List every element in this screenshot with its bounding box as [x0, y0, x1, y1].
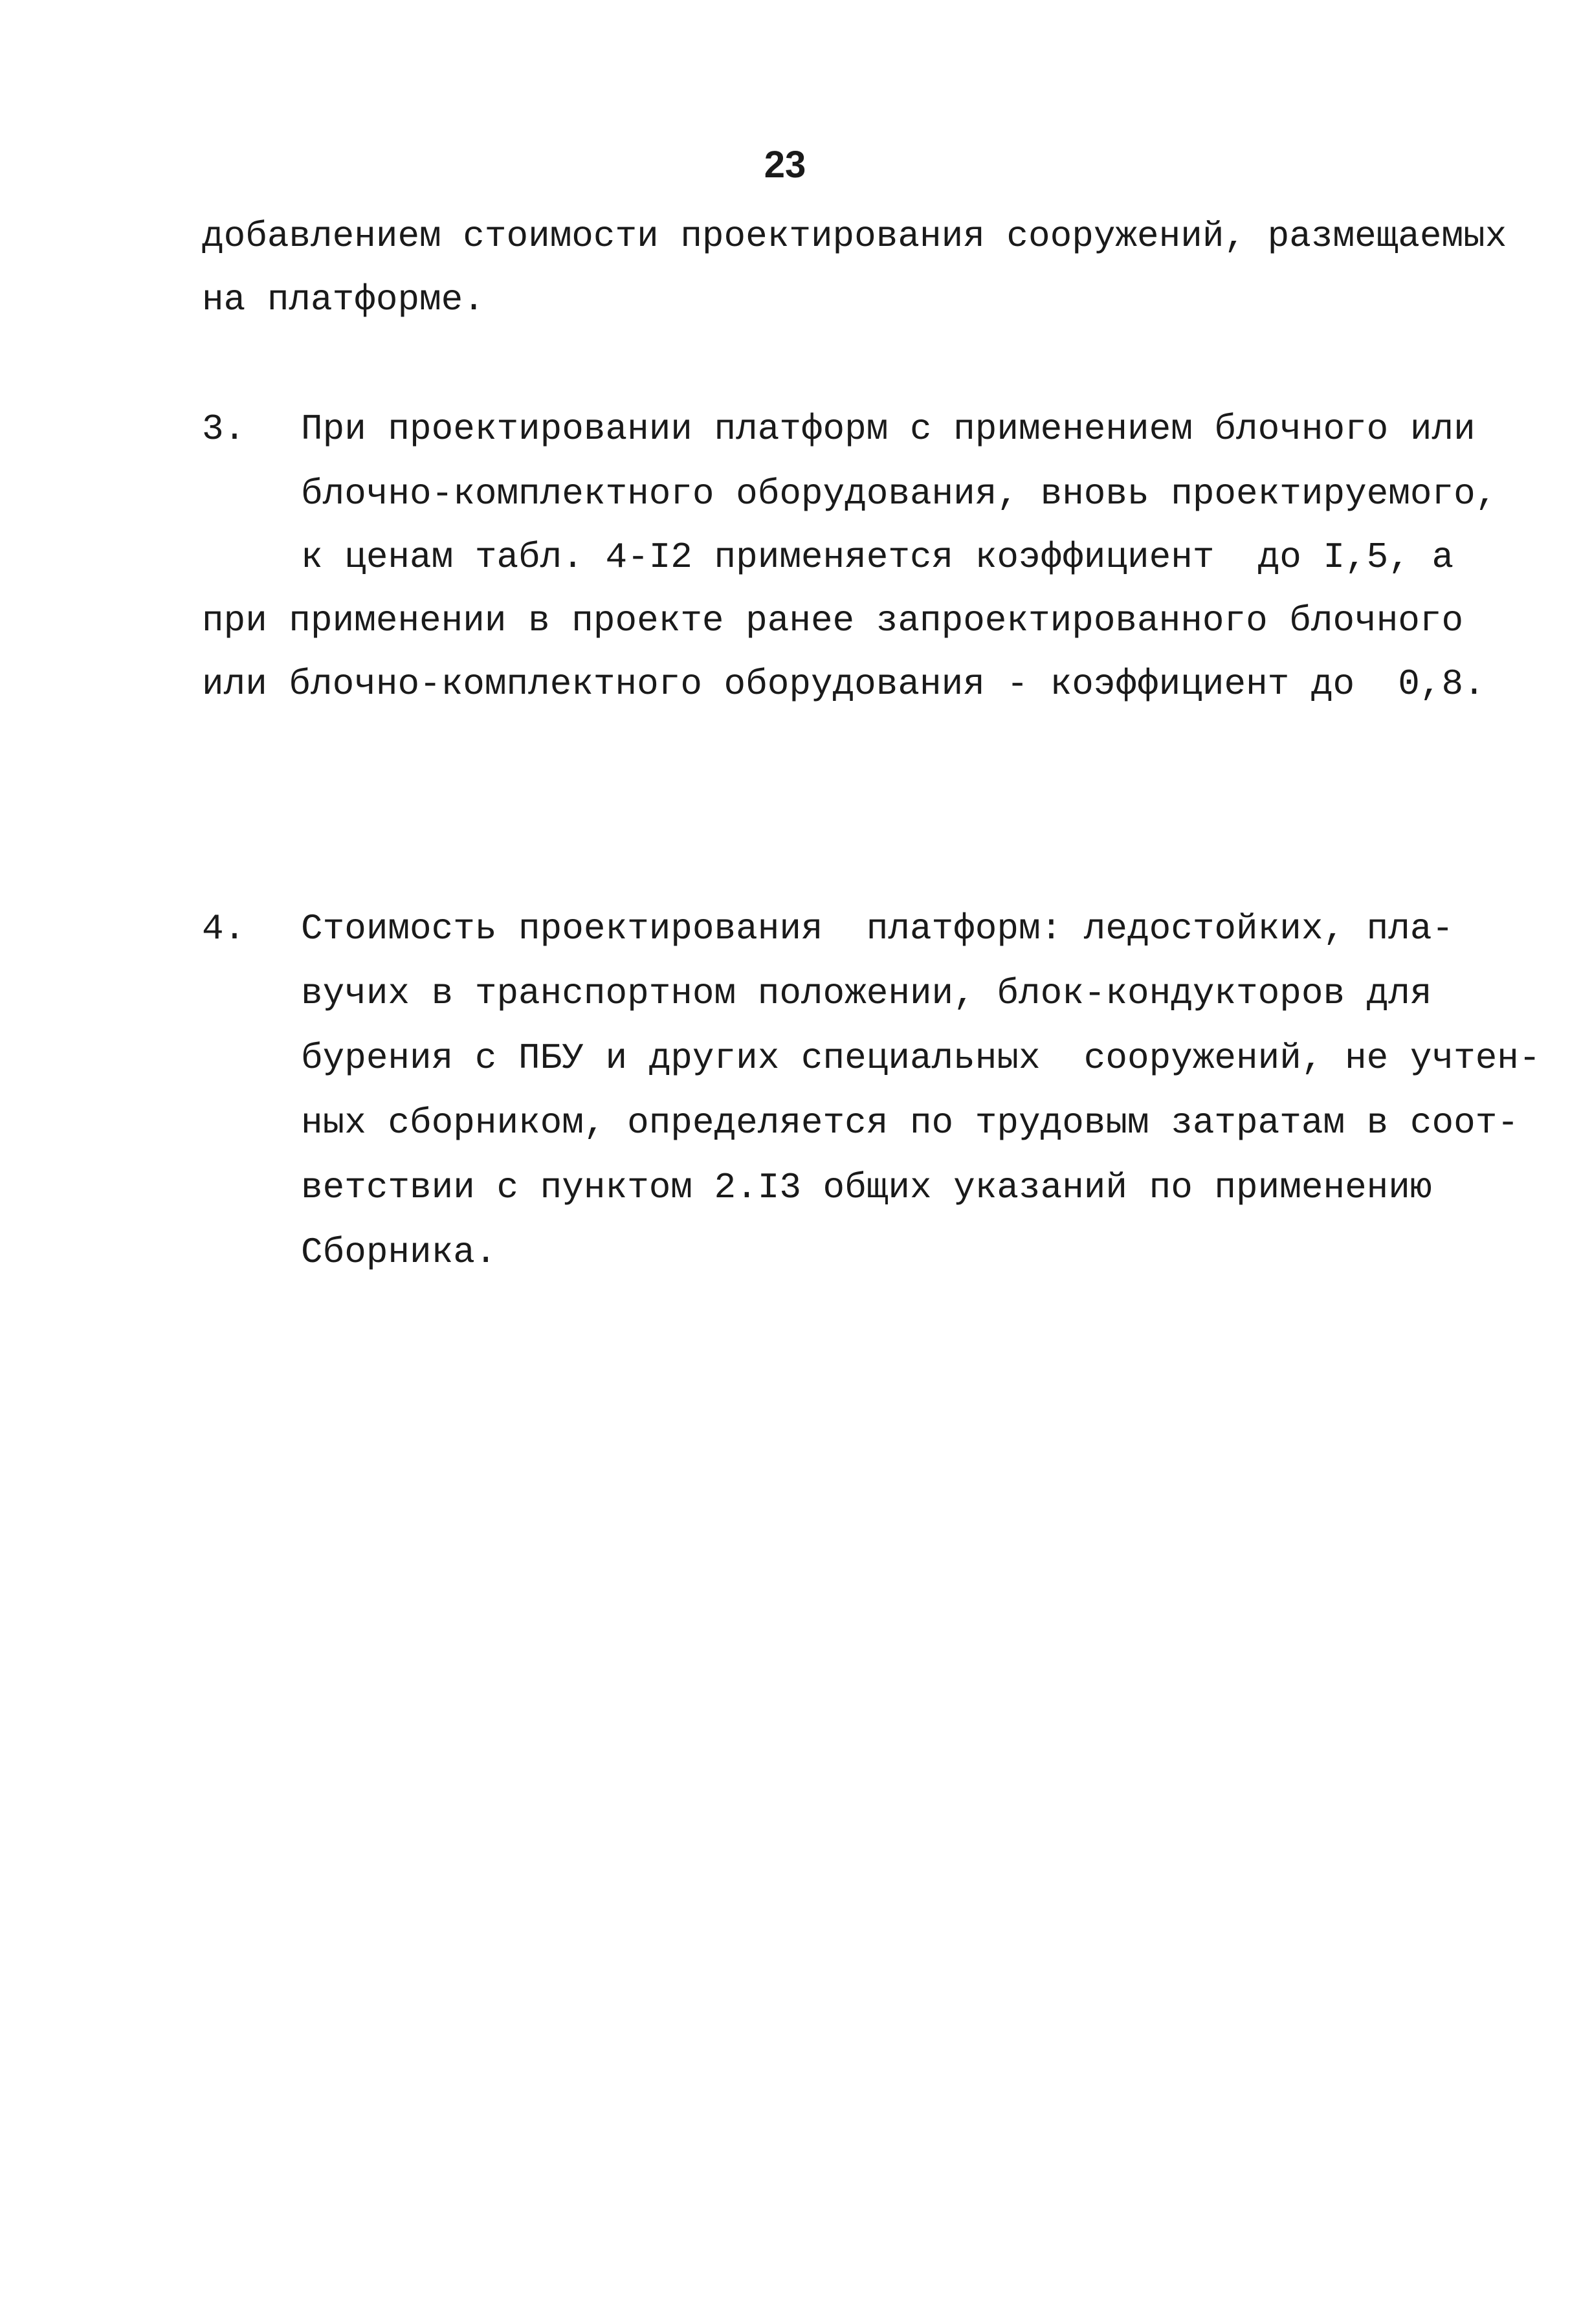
item4-line-1: Стоимость проектирования платформ: ледостойких, пла- [301, 908, 1454, 949]
item3-number: 3. [202, 408, 246, 450]
item4-number: 4. [202, 908, 246, 949]
item3-line-5: или блочно-комплектного оборудования - коэффициент до 0,8. [202, 663, 1485, 705]
item4-line-2: вучих в транспортном положении, блок-кондукторов для [301, 973, 1432, 1014]
item3-line-2: блочно-комплектного оборудования, вновь проектируемого, [301, 473, 1498, 515]
item4-line-6: Сборника. [301, 1232, 497, 1273]
intro-line-2: на платформе. [202, 279, 485, 320]
page-number: 23 [764, 144, 806, 186]
intro-line-1: добавлением стоимости проектирования сооружений, размещаемых [202, 216, 1507, 257]
item4-line-3: бурения с ПБУ и других специальных сооружений, не учтен- [301, 1037, 1541, 1079]
item3-line-3: к ценам табл. 4-I2 применяется коэффициент до I,5, а [301, 537, 1454, 578]
item3-line-4: при применении в проекте ранее запроектированного блочного [202, 600, 1464, 641]
item3-line-1: При проектировании платформ с применением блочного или [301, 408, 1476, 450]
item4-line-5: ветствии с пунктом 2.I3 общих указаний по применению [301, 1167, 1432, 1208]
item4-line-4: ных сборником, определяется по трудовым затратам в соот- [301, 1102, 1519, 1144]
